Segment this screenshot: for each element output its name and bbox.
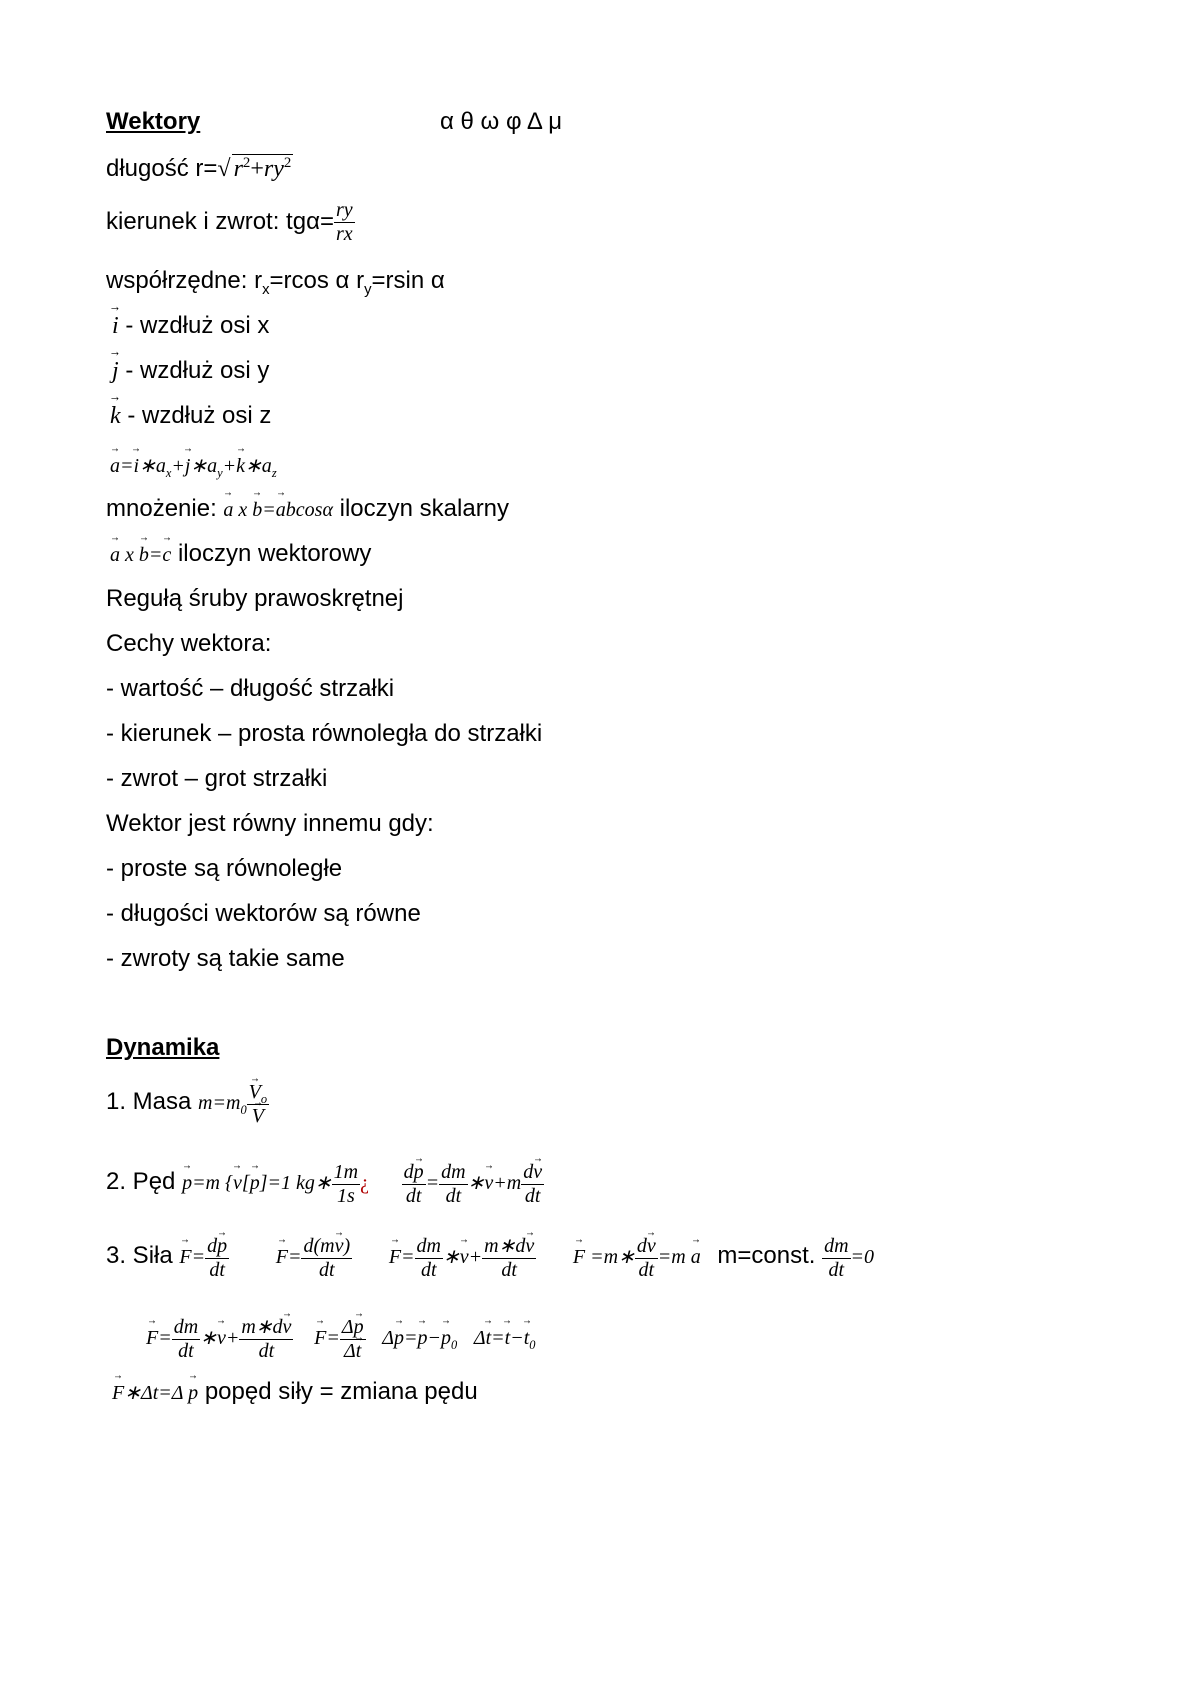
impulse-text: popęd siły = zmiana pędu: [198, 1378, 478, 1405]
feature-direction: - kierunek – prosta równoległa do strzałki: [106, 720, 543, 747]
coords-label: współrzędne: r: [106, 267, 263, 294]
vector-product-line: [110, 540, 371, 569]
force-formula-3: F →= $\frac{dm}{dt}$ ∗v →+ $\frac{m∗dv \to}{dt}$: [389, 1246, 536, 1268]
section-title-wektory: Wektory: [106, 108, 201, 135]
impulse-formula: F →∗Δt=Δ p →: [112, 1382, 198, 1404]
greek-letters: α θ ω φ Δ μ: [440, 108, 563, 135]
unit-vector-j-line: [112, 357, 269, 385]
mass-label: 1. Masa: [106, 1088, 199, 1116]
unit-vector-k-symbol: k →: [110, 402, 121, 430]
equality-condition-3: - zwroty są takie same: [106, 945, 345, 972]
direction-line: [106, 200, 355, 245]
force-line-2: [146, 1317, 536, 1362]
feature-value: - wartość – długość strzałki: [106, 675, 395, 702]
scalar-product-text: iloczyn skalarny: [332, 495, 510, 522]
unit-vector-i-line: [112, 312, 269, 340]
delta-p-formula: $\Delta p \to=p \to-p \to_0$: [382, 1327, 457, 1349]
momentum-derivative-formula: $\frac{dp \to}{dt}$ = $\frac{dm}{dt}$ ∗v →+m $\frac{dv \to}{dt}$: [402, 1172, 544, 1194]
coordinates-line: współrzędne: $r_x=rcos$ α $r_y=rsin$ α: [106, 267, 445, 298]
vector-decomposition-formula: $a \to=i \to∗a_x+j$ $\to∗a_y+k$ $\to∗a_z$: [110, 452, 277, 480]
force-formula-6: F →= $\frac{\Delta p \to}{\Delta t}$ →: [314, 1327, 365, 1349]
unit-vector-j-symbol: j →: [112, 357, 119, 385]
equality-title: Wektor jest równy innemu gdy:: [106, 810, 434, 837]
section-title-dynamika: Dynamika: [106, 1034, 220, 1061]
length-label: długość r=: [106, 155, 218, 182]
force-label: 3. Siła: [106, 1242, 180, 1270]
const-formula: $\frac{dm}{dt}$ =0: [824, 1235, 875, 1281]
force-line: [106, 1236, 874, 1281]
mult-label: mnożenie:: [106, 495, 224, 522]
right-hand-rule: Regułą śruby prawoskrętnej: [106, 585, 404, 612]
force-formula-4: F → =m∗ $\frac{dv \to}{dt}$ =m a →: [573, 1246, 701, 1268]
unit-vector-k-line: [110, 402, 271, 430]
force-formula-2: F →= $\frac{d(mv \to)}{dt}$: [276, 1246, 352, 1268]
unit-vector-k-text: - wzdłuż osi z: [120, 402, 272, 429]
vector-product-formula: a → x b →=c →: [110, 544, 171, 566]
feature-sense: - zwrot – grot strzałki: [106, 765, 328, 792]
tan-fraction: $\frac{ry}{rx}$: [335, 199, 353, 245]
force-formula-1: F →= $\frac{dp \to}{dt}$: [179, 1246, 229, 1268]
equality-condition-2: - długości wektorów są równe: [106, 900, 421, 927]
momentum-label: 2. Pęd: [106, 1168, 183, 1196]
force-formula-5: F →= $\frac{dm}{dt}$ ∗v →+ $\frac{m∗dv \to}{dt}$: [146, 1327, 293, 1349]
mass-formula: $m=m_0$ $\frac{V \to_o}{V}$ →: [198, 1092, 269, 1114]
delta-t-formula: $\Delta t \to=t \to-t \to_0$: [474, 1327, 536, 1349]
coords-ry: =rsin α: [371, 267, 445, 294]
unit-vector-i-text: - wzdłuż osi x: [118, 312, 270, 339]
coords-rx: =rcos α r: [269, 267, 365, 294]
sqrt-formula: √ $r^2+ry^2$: [217, 155, 292, 182]
vector-product-text: iloczyn wektorowy: [171, 540, 372, 567]
mass-line: [106, 1082, 269, 1127]
const-label: m=const.: [717, 1242, 823, 1270]
unit-vector-j-text: - wzdłuż osi y: [118, 357, 270, 384]
scalar-product-line: [106, 495, 509, 524]
length-line: [106, 154, 293, 183]
features-title: Cechy wektora:: [106, 630, 272, 657]
momentum-line: [106, 1162, 544, 1207]
unit-vector-i-symbol: i →: [112, 312, 119, 340]
equality-condition-1: - proste są równoległe: [106, 855, 343, 882]
momentum-formula: p →=m {v →[p →]=1 kg∗ $\frac{1m}{1s}$ ¿: [182, 1172, 369, 1194]
direction-label: kierunek i zwrot: tgα=: [106, 207, 334, 235]
impulse-line: [112, 1378, 478, 1407]
scalar-product-formula: a → x b →=a →bcosα: [223, 499, 333, 521]
